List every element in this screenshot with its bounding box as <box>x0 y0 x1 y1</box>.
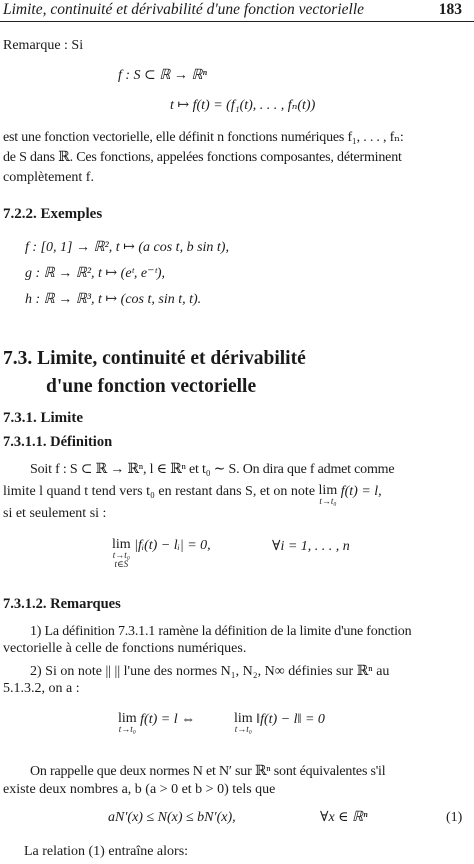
intro-formula-2: t ↦ f(t) = (f₁(t), . . . , fₙ(t)) <box>170 98 316 113</box>
header-rule <box>0 21 474 22</box>
heading-7-3-line-2: d'une fonction vectorielle <box>46 376 257 397</box>
remark-label: Remarque : Si <box>3 38 84 53</box>
last-line: La relation (1) entraîne alors: <box>24 844 189 859</box>
heading-7-3-line-1: 7.3. Limite, continuité et dérivabilité <box>3 348 306 369</box>
intro-para-line-3: complètement f. <box>3 170 94 185</box>
limit-subscript-1: t→t₀ <box>112 550 130 560</box>
remark-1-line-2: vectorielle à celle de fonctions numériques. <box>3 641 247 656</box>
heading-7-3-1: 7.3.1. Limite <box>3 410 83 426</box>
limit-subscript: t→t₀ <box>118 724 136 734</box>
limit-operator: lim <box>318 483 338 498</box>
limit-operator: lim <box>234 711 253 726</box>
heading-7-2-2: 7.2.2. Exemples <box>3 206 103 222</box>
definition-formula-limit <box>112 538 131 569</box>
limit-subscript: t→t₀ <box>319 496 337 506</box>
limit-operator: lim <box>118 711 137 726</box>
definition-line-2-limit <box>319 484 338 506</box>
equivalence-formula-right <box>234 712 325 734</box>
limit-subscript-2: t∈S <box>114 559 129 569</box>
recall-line-2: existe deux nombres a, b (a > 0 et b > 0) tels que <box>3 782 276 797</box>
equivalence-left-expr: f(t) = l ⇔ <box>140 712 196 727</box>
remark-2-line-1: 2) Si on note || || l'une des normes N₁, N₂, N∞ définies sur ℝⁿ au <box>30 664 390 679</box>
page-number: 183 <box>438 1 462 18</box>
equivalence-formula-left <box>118 712 195 734</box>
definition-line-2-expr: f(t) = l, <box>340 484 382 499</box>
inequality: aN′(x) ≤ N(x) ≤ bN′(x), <box>108 810 236 825</box>
inequality-quantifier: ∀x ∈ ℝⁿ <box>320 810 368 825</box>
heading-7-3-1-2: 7.3.1.2. Remarques <box>3 596 121 612</box>
limit-operator: lim <box>112 537 131 552</box>
definition-line-2-text: limite l quand t tend vers t₀ en restant dans S, et on note <box>3 484 316 499</box>
heading-7-3-1-1: 7.3.1.1. Définition <box>3 434 113 450</box>
intro-formula-1: f : S ⊂ ℝ → ℝⁿ <box>118 68 207 83</box>
definition-formula-quantifier: ∀i = 1, . . . , n <box>272 539 350 554</box>
remark-2-line-2: 5.1.3.2, on a : <box>3 681 80 696</box>
running-header <box>0 0 474 22</box>
header-title: Limite, continuité et dérivabilité d'une fonction vectorielle <box>3 1 365 18</box>
equivalence-right-expr: ‖f(t) − l‖ = 0 <box>256 712 325 727</box>
definition-line-1: Soit f : S ⊂ ℝ → ℝⁿ, l ∈ ℝⁿ et t₀ ∼ S. On dira que f admet comme <box>30 462 395 477</box>
definition-formula <box>112 538 211 569</box>
definition-line-2 <box>3 484 382 506</box>
limit-subscript: t→t₀ <box>234 724 252 734</box>
recall-line-1: On rappelle que deux normes N et N′ sur ℝⁿ sont équivalentes s'il <box>30 764 386 779</box>
remark-1-line-1: 1) La définition 7.3.1.1 ramène la définition de la limite d'une fonction <box>30 624 412 639</box>
definition-formula-expr: |fᵢ(t) − lᵢ| = 0, <box>134 538 211 553</box>
example-h: h : ℝ → ℝ³, t ↦ (cos t, sin t, t). <box>25 292 202 307</box>
intro-para-line-1: est une fonction vectorielle, elle définit n fonctions numériques f₁, . . . , fₙ: <box>3 130 404 145</box>
definition-line-3: si et seulement si : <box>3 506 107 521</box>
equivalence-left-limit <box>118 712 137 734</box>
intro-para-line-2: de S dans ℝ. Ces fonctions, appelées fonctions composantes, déterminent <box>3 150 402 165</box>
example-f: f : [0, 1] → ℝ², t ↦ (a cos t, b sin t), <box>25 240 229 255</box>
example-g: g : ℝ → ℝ², t ↦ (eᵗ, e⁻ᵗ), <box>25 266 165 281</box>
equivalence-right-limit <box>234 712 253 734</box>
equation-number: (1) <box>446 810 463 825</box>
